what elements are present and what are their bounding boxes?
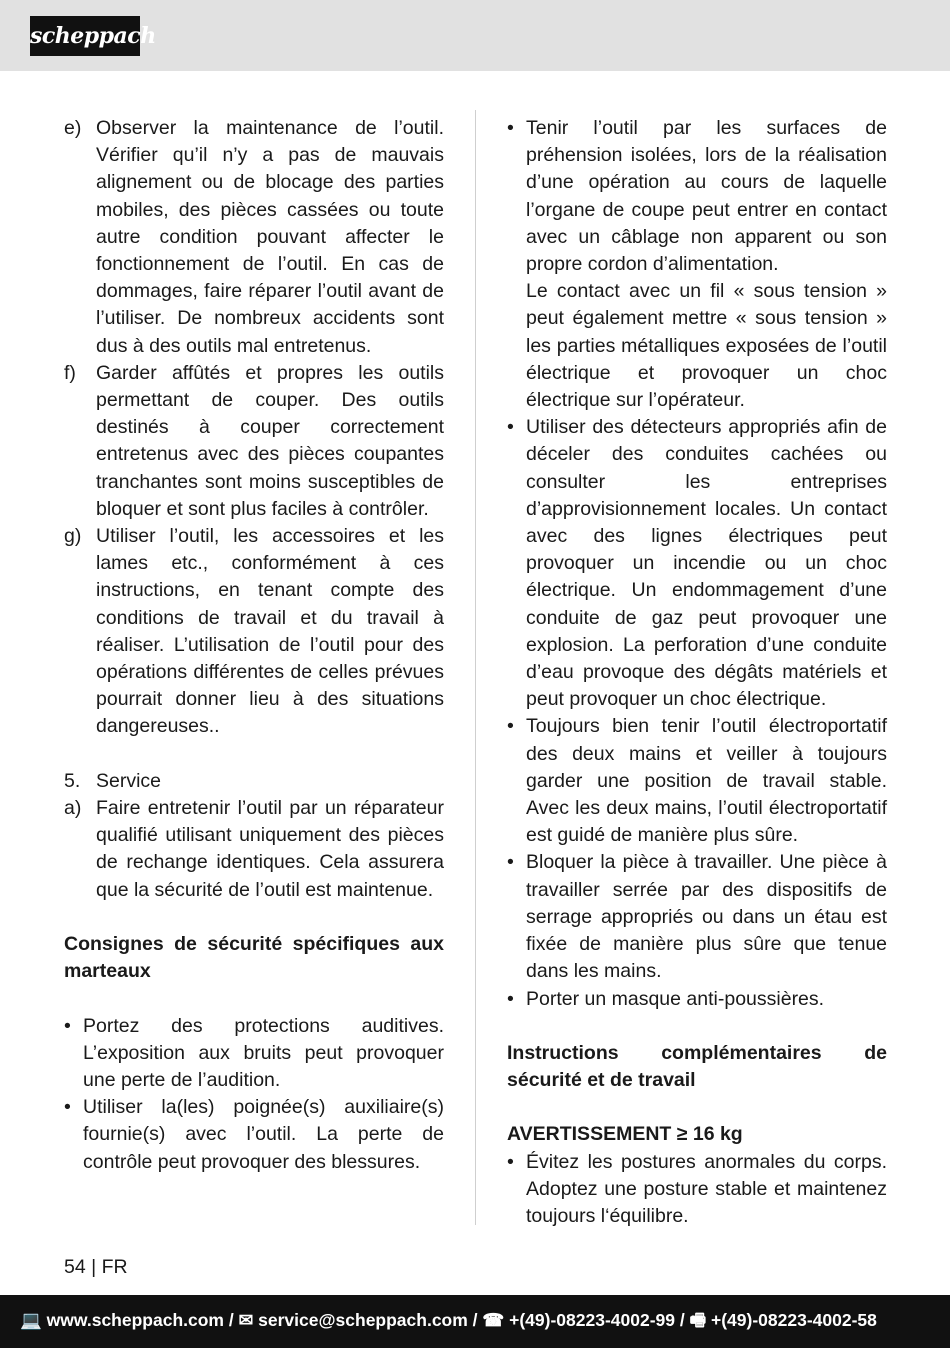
fax-icon: 🖷 bbox=[689, 1310, 707, 1330]
bullet-item bbox=[64, 1094, 444, 1176]
item-marker: f) bbox=[64, 361, 76, 384]
bullet-text: Toujours bien tenir l’outil électroportatif des deux mains et veiller à toujours garder une position de travail stable. Avec les deux mains, l’outil électroportatif est guidé de manière plus sûre. bbox=[526, 715, 887, 847]
bullet-text: Portez des protections auditives. L’exposition aux bruits peut provoquer une perte de l’audition. bbox=[83, 1014, 444, 1092]
item-marker: 5. bbox=[64, 769, 81, 792]
bullet-item bbox=[507, 1149, 887, 1231]
bullet-item bbox=[507, 986, 887, 1013]
bullet-text: Tenir l’outil par les surfaces de préhension isolées, lors de la réalisation d’une opération au cours de laquelle l’organe de coupe peut entrer en contact avec un câblage non apparent ou son propre cordon d’alimentation. bbox=[526, 117, 887, 276]
warning-heading: AVERTISSEMENT ≥ 16 kg bbox=[507, 1123, 743, 1146]
item-text: Service bbox=[96, 769, 162, 792]
column-divider bbox=[475, 110, 476, 1225]
item-marker: g) bbox=[64, 525, 82, 548]
bullet-icon: • bbox=[507, 987, 514, 1010]
scheppach-logo: scheppach bbox=[30, 16, 140, 56]
fax-number: +(49)-08223-4002-58 bbox=[711, 1310, 877, 1330]
bullet-text: Évitez les postures anormales du corps. Adoptez une posture stable et maintenez toujours l‘équilibre. bbox=[526, 1150, 887, 1228]
item-text: Utiliser l’outil, les accessoires et les lames etc., conformément à ces instructions, en tenant compte des conditions de travail et du travail à réaliser. L’utilisation de l’outil pour des opérations différentes de celles prévues pourrait donner lieu à des situations dangereuses.. bbox=[96, 525, 444, 738]
website-link[interactable]: www.scheppach.com / bbox=[46, 1310, 234, 1330]
mail-icon: ✉ bbox=[238, 1310, 254, 1330]
bullet-icon: • bbox=[507, 1150, 514, 1173]
section-heading: Consignes de sécurité spécifiques aux marteaux bbox=[64, 933, 444, 983]
right-column bbox=[507, 115, 887, 1230]
bullet-item bbox=[507, 414, 887, 713]
list-item bbox=[64, 115, 444, 360]
email-link[interactable]: service@scheppach.com / bbox=[258, 1310, 478, 1330]
bullet-text: Utiliser la(les) poignée(s) auxiliaire(s) fournie(s) avec l’outil. La perte de contrôle peut provoquer des blessures. bbox=[83, 1096, 444, 1173]
bullet-icon: • bbox=[507, 416, 514, 439]
bullet-item bbox=[507, 849, 887, 985]
bullet-item bbox=[507, 713, 887, 849]
item-text: Faire entretenir l’outil par un réparateur qualifié utilisant uniquement des pièces de rechange identiques. Cela assurera que la sécurité de l’outil est maintenue. bbox=[96, 797, 444, 901]
list-item bbox=[64, 523, 444, 741]
list-item bbox=[64, 360, 444, 523]
page-number: 54 | FR bbox=[64, 1256, 128, 1278]
section-heading: Instructions complémentaires de sécurité et de travail bbox=[507, 1041, 887, 1092]
bullet-icon: • bbox=[507, 117, 514, 139]
item-marker: a) bbox=[64, 797, 82, 820]
section-heading-service bbox=[64, 768, 444, 795]
bullet-subtext: Le contact avec un fil « sous tension » peut également mettre « sous tension » les parties métalliques exposées de l’outil électrique et provoquer un choc électrique sur l’opérateur. bbox=[526, 280, 887, 412]
left-column bbox=[64, 115, 444, 1176]
page-footer bbox=[0, 1295, 950, 1348]
item-marker: e) bbox=[64, 117, 82, 139]
item-text: Garder affûtés et propres les outils permettant de couper. Des outils destinés à couper correctement entretenus avec des pièces coupantes tranchantes sont moins susceptibles de bloquer et sont plus faciles à contrôler. bbox=[96, 361, 444, 520]
item-text: Observer la maintenance de l’outil. Vérifier qu’il n’y a pas de mauvais alignement ou de blocage des parties mobiles, des pièces cassées ou toute autre condition pouvant affecter le fonctionnement de l’outil. En cas de dommages, faire réparer l’outil avant de l’utiliser. De nombreux accidents sont dus à des outils mal entretenus. bbox=[96, 117, 444, 357]
bullet-text: Utiliser des détecteurs appropriés afin de déceler des conduites cachées ou consulter les entreprises d’approvisionnement locales. Un contact avec des lignes électriques peut provoquer un incendie ou un choc électrique. Un endommagement d’une conduite de gaz peut provoquer une explosion. La perforation d’une conduite d’eau provoque des dégâts matériels et peut provoquer un choc électrique. bbox=[526, 416, 887, 711]
phone-icon: ☎ bbox=[482, 1310, 505, 1330]
bullet-icon: • bbox=[507, 715, 514, 738]
bullet-icon: • bbox=[507, 851, 514, 874]
bullet-icon: • bbox=[64, 1096, 71, 1119]
bullet-text: Porter un masque anti-poussières. bbox=[526, 987, 825, 1010]
page-header bbox=[0, 0, 950, 71]
list-item bbox=[64, 795, 444, 904]
phone-number: +(49)-08223-4002-99 / bbox=[509, 1310, 685, 1330]
bullet-icon: • bbox=[64, 1014, 71, 1037]
bullet-text: Bloquer la pièce à travailler. Une pièce à travailler serrée par des dispositifs de serrage appropriés ou dans un étau est fixée de manière plus sûre que tenue dans les mains. bbox=[526, 851, 887, 983]
computer-icon: 💻 bbox=[20, 1310, 42, 1330]
bullet-item bbox=[64, 1013, 444, 1095]
bullet-item bbox=[507, 115, 887, 414]
